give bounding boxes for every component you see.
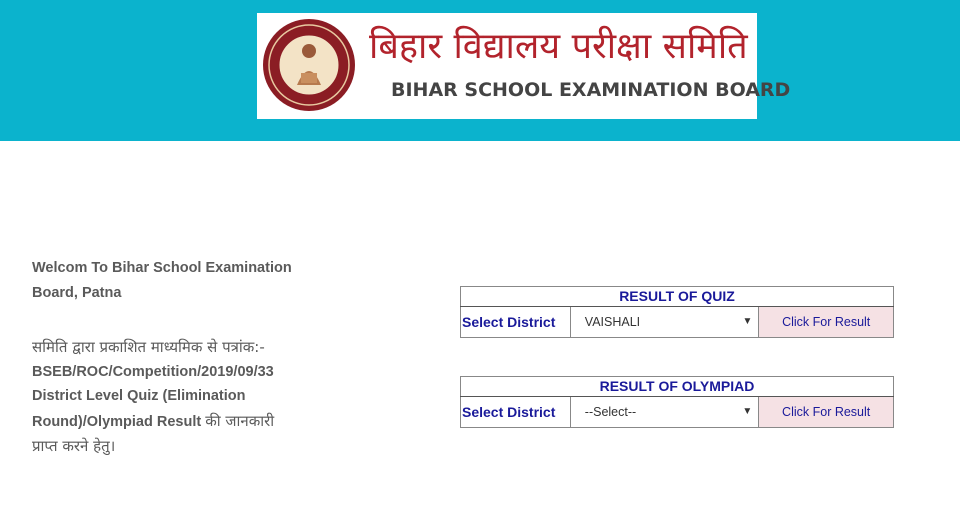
quiz-district-selected-value: VAISHALI: [584, 315, 641, 329]
welcome-line-1: Welcom To Bihar School Examination: [32, 260, 292, 276]
quiz-district-select[interactable]: [571, 307, 759, 337]
quiz-click-for-result-button[interactable]: Click For Result: [759, 307, 894, 338]
notice-text: [32, 335, 292, 459]
olympiad-district-select-cell: [570, 397, 759, 428]
notice-line-5: प्राप्त करने हेतु।: [32, 437, 116, 455]
logo-banner: [257, 13, 791, 119]
quiz-district-label: Select District: [461, 307, 571, 338]
olympiad-district-select[interactable]: [571, 397, 759, 427]
notice-line-3: District Level Quiz (Elimination: [32, 388, 246, 404]
chevron-down-icon: ▼: [742, 316, 753, 327]
notice-line-2: BSEB/ROC/Competition/2019/09/33: [32, 363, 274, 380]
olympiad-district-selected-value: --Select--: [584, 405, 637, 419]
welcome-line-2: Board, Patna: [32, 285, 122, 301]
notice-line-4-en: Round)/Olympiad Result: [32, 413, 206, 430]
notice-line-4: [32, 409, 292, 435]
english-board-title: BIHAR SCHOOL EXAMINATION BOARD: [391, 79, 791, 101]
olympiad-click-for-result-button[interactable]: Click For Result: [759, 397, 894, 428]
quiz-result-title: RESULT OF QUIZ: [461, 287, 894, 307]
bseb-seal-icon: [261, 17, 357, 113]
quiz-district-select-cell: [570, 307, 759, 338]
olympiad-result-title: RESULT OF OLYMPIAD: [461, 377, 894, 397]
welcome-text: [32, 256, 292, 306]
quiz-result-table: [460, 286, 894, 338]
chevron-down-icon: ▼: [742, 406, 753, 417]
notice-line-1: समिति द्वारा प्रकाशित माध्यमिक से पत्रांक:-: [32, 338, 265, 356]
olympiad-district-label: Select District: [461, 397, 571, 428]
notice-line-4-hi: की जानकारी: [205, 411, 275, 430]
hindi-board-title: बिहार विद्यालय परीक्षा समिति: [369, 26, 748, 67]
olympiad-result-table: [460, 376, 894, 428]
